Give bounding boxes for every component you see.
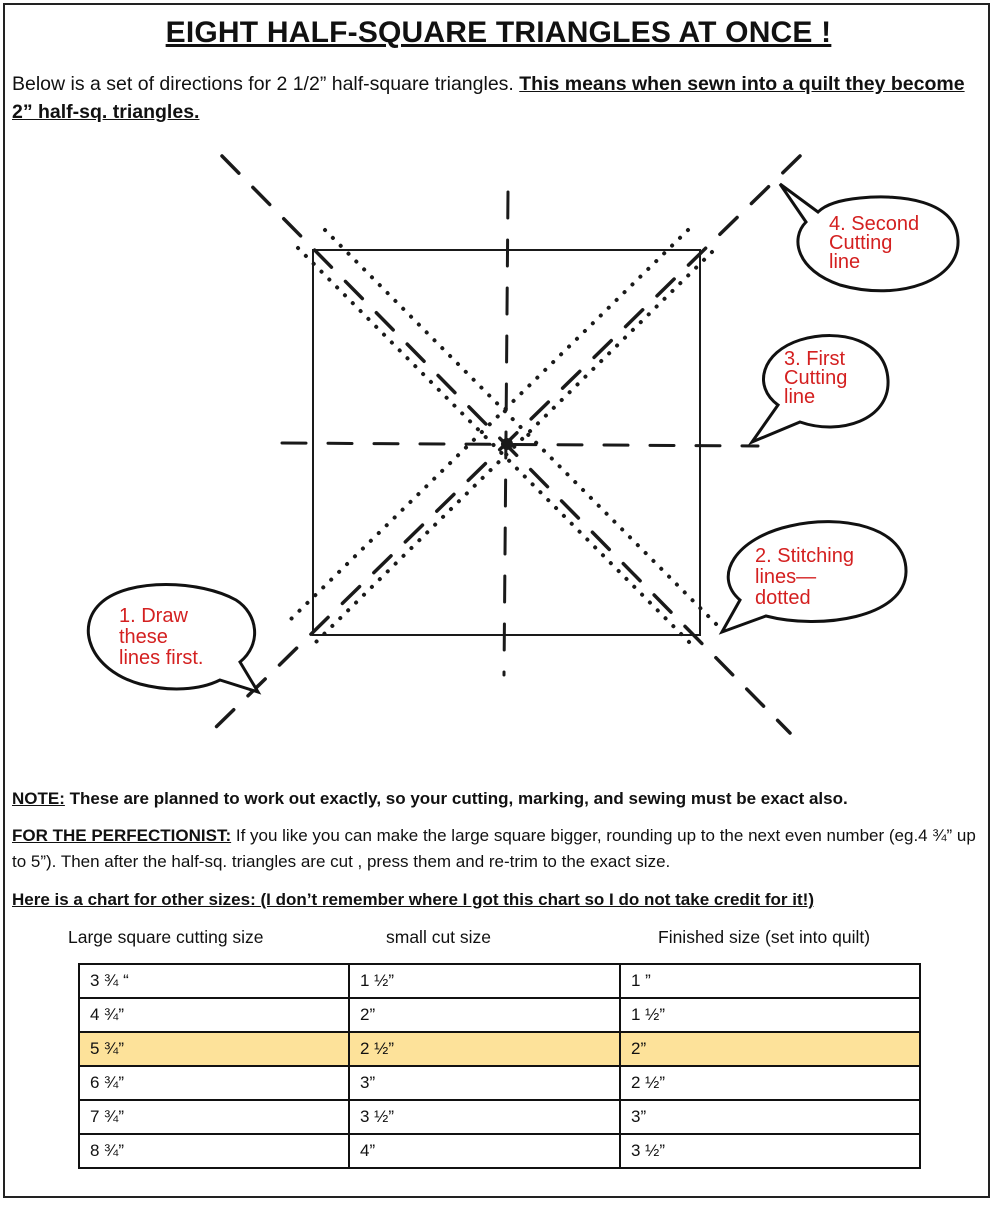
intro-bold-text: This means when sewn into a quilt they become 2” half-sq. triangles. bbox=[12, 73, 965, 123]
horizontal-center-line bbox=[282, 443, 758, 446]
table-cell: 2” bbox=[620, 1032, 920, 1066]
callout-1-line-2: these bbox=[119, 626, 168, 648]
table-cell: 3 ½” bbox=[620, 1134, 920, 1168]
table-cell: 2 ½” bbox=[620, 1066, 920, 1100]
table-cell: 1 ” bbox=[620, 964, 920, 998]
stitch-line-2a bbox=[290, 230, 688, 620]
table-cell: 7 ¾” bbox=[79, 1100, 349, 1134]
callout-3-line-2: Cutting bbox=[784, 367, 848, 389]
table-row bbox=[79, 1100, 920, 1134]
callout-4-line-1: 4. Second bbox=[829, 213, 920, 235]
note-paragraph bbox=[12, 786, 982, 812]
perfectionist-paragraph bbox=[12, 823, 982, 875]
callout-2-line-3: dotted bbox=[755, 587, 811, 609]
note-label: NOTE: bbox=[12, 789, 65, 808]
vertical-center-line bbox=[504, 192, 508, 675]
table-cell: 8 ¾” bbox=[79, 1134, 349, 1168]
callout-2-line-2: lines— bbox=[755, 566, 817, 588]
table-cell: 2” bbox=[349, 998, 620, 1032]
table-cell: 3 ½” bbox=[349, 1100, 620, 1134]
column-header-finished: Finished size (set into quilt) bbox=[658, 927, 871, 947]
table-row bbox=[79, 1066, 920, 1100]
chart-intro-text: Here is a chart for other sizes: (I don’t remember where I got this chart so I do not take credit for it!) bbox=[12, 890, 814, 909]
size-chart-table bbox=[78, 963, 921, 1169]
table-row bbox=[79, 964, 920, 998]
note-text: These are planned to work out exactly, so your cutting, marking, and sewing must be exact also. bbox=[64, 789, 848, 808]
callout-1-line-3: lines first. bbox=[119, 647, 204, 669]
callout-1-line-1: 1. Draw bbox=[119, 605, 188, 627]
intro-text: Below is a set of directions for 2 1/2” half-square triangles. bbox=[12, 73, 520, 95]
intro-paragraph bbox=[12, 70, 977, 126]
table-cell: 5 ¾” bbox=[79, 1032, 349, 1066]
table-cell: 3 ¾ “ bbox=[79, 964, 349, 998]
table-row-highlighted bbox=[79, 1032, 920, 1066]
table-row bbox=[79, 1134, 920, 1168]
callout-3-line-1: 3. First bbox=[784, 348, 846, 370]
callout-4-line-3: line bbox=[829, 251, 861, 273]
table-row bbox=[79, 998, 920, 1032]
table-cell: 6 ¾” bbox=[79, 1066, 349, 1100]
callout-bubble-1 bbox=[88, 585, 258, 693]
page-title: EIGHT HALF-SQUARE TRIANGLES AT ONCE ! bbox=[165, 16, 832, 49]
table-cell: 3” bbox=[620, 1100, 920, 1134]
perfectionist-label: FOR THE PERFECTIONIST: bbox=[12, 826, 232, 845]
stitch-line-2b bbox=[316, 252, 712, 642]
callout-2-line-1: 2. Stitching bbox=[755, 545, 854, 567]
hst-diagram bbox=[0, 130, 997, 760]
table-cell: 1 ½” bbox=[349, 964, 620, 998]
table-cell: 4” bbox=[349, 1134, 620, 1168]
column-header-large-square: Large square cutting size bbox=[68, 927, 264, 947]
center-mark bbox=[501, 438, 513, 450]
callout-3-line-3: line bbox=[784, 386, 816, 408]
table-cell: 2 ½” bbox=[349, 1032, 620, 1066]
table-cell: 4 ¾” bbox=[79, 998, 349, 1032]
table-cell: 1 ½” bbox=[620, 998, 920, 1032]
perfectionist-text: If you like you can make the large square bigger, rounding up to the next even number (eg.4 ¾” up to 5”). Then after the half-sq. triangles are cut , press them and re-trim to the exact size. bbox=[12, 826, 976, 871]
chart-intro bbox=[12, 887, 982, 913]
column-header-small-cut: small cut size bbox=[386, 927, 492, 947]
callout-4-line-2: Cutting bbox=[829, 232, 893, 254]
table-cell: 3” bbox=[349, 1066, 620, 1100]
